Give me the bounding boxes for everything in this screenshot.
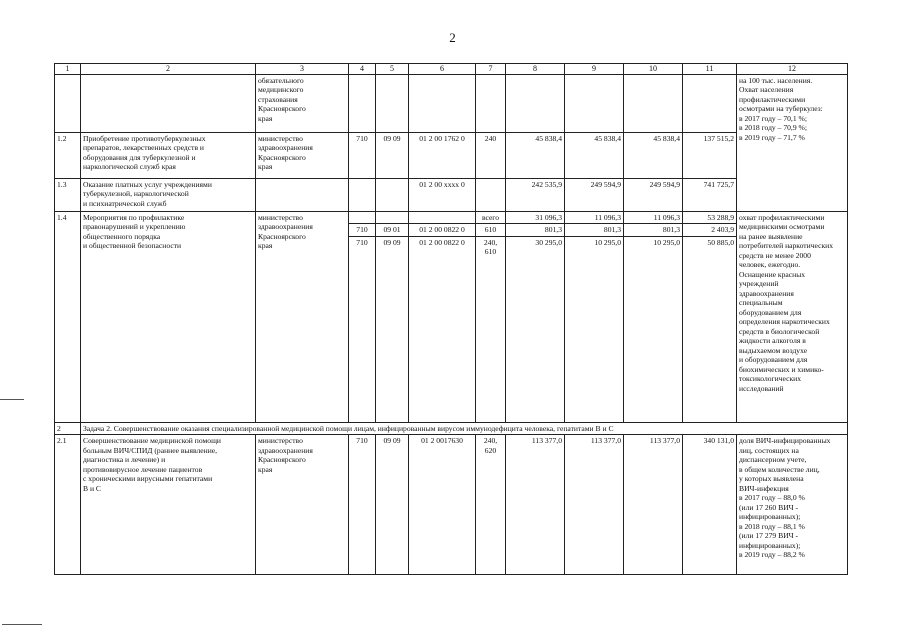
activity-cell: Мероприятия по профилактике правонарушений и укреплению общественного порядка и общественной безопасности — [81, 212, 256, 423]
target-code: 01 2 0017630 — [409, 435, 476, 575]
amount-total: 2 403,9 — [683, 224, 737, 236]
header-cell: 12 — [737, 64, 848, 75]
activity-cell: Приобретение противотуберкулезных препаратов, лекарственных средств и оборудования для туберкулезной и наркологической служб края — [81, 133, 256, 179]
responsible-cell: обязательного медицинского страхования Красноярского края — [256, 75, 349, 133]
section-code: 09 01 — [376, 224, 409, 236]
amount-2018: 45 838,4 — [565, 133, 624, 179]
grbs-code: 710 — [349, 236, 376, 422]
target-code: 01 2 00 0822 0 — [409, 236, 476, 422]
amount-2019: 10 295,0 — [624, 236, 683, 422]
table-row — [55, 212, 848, 224]
table-row — [55, 75, 848, 133]
row-number: 2.1 — [55, 435, 81, 575]
header-cell: 1 — [55, 64, 81, 75]
section-code: 09 09 — [376, 435, 409, 575]
grbs-code: 710 — [349, 133, 376, 179]
amount-2017: 113 377,0 — [506, 435, 565, 575]
result-cell: доля ВИЧ-инфицированных лиц, состоящих на диспансерном учете, в общем количестве лиц, у которых выявлена ВИЧ-инфекция в 2017 году – 88,0 % (или 17 260 ВИЧ - инфицированных); в 2018 году – 88,1 % (или 17 279 ВИЧ - инфицированных); в 2019 году – 88,2 % — [737, 435, 848, 575]
header-cell: 8 — [506, 64, 565, 75]
activity-cell: Оказание платных услуг учреждениями туберкулезной, наркологической и психиатрической служб — [81, 179, 256, 212]
amount-2018: 801,3 — [565, 224, 624, 236]
header-cell: 7 — [476, 64, 506, 75]
responsible-cell: министерство здравоохранения Красноярского края — [256, 212, 349, 423]
amount-total: 53 288,9 — [683, 212, 737, 224]
responsible-cell: министерство здравоохранения Красноярского края — [256, 435, 349, 575]
scan-margin-mark — [2, 624, 42, 625]
activity-cell: Совершенствование медицинской помощи больным ВИЧ/СПИД (раннее выявление, диагностика и лечение) и противовирусное лечение пациентов с хроническими вирусными гепатитами В и С — [81, 435, 256, 575]
amount-2017: 801,3 — [506, 224, 565, 236]
expense-code: 610 — [476, 224, 506, 236]
scan-margin-mark — [0, 399, 24, 400]
expense-code: 240, 610 — [476, 236, 506, 422]
expense-code: 240 — [476, 133, 506, 179]
header-cell: 5 — [376, 64, 409, 75]
amount-2019: 801,3 — [624, 224, 683, 236]
header-cell: 9 — [565, 64, 624, 75]
amount-2018: 113 377,0 — [565, 435, 624, 575]
amount-2019: 249 594,9 — [624, 179, 683, 212]
grbs-code: 710 — [349, 435, 376, 575]
amount-2019: 11 096,3 — [624, 212, 683, 224]
header-cell: 4 — [349, 64, 376, 75]
expense-code: 240, 620 — [476, 435, 506, 575]
task-heading: Задача 2. Совершенствование оказания специализированной медицинской помощи лицам, инфицированным вирусом иммунодефицита человека, гепатитами В и С — [81, 422, 848, 434]
header-row — [55, 64, 848, 75]
program-table — [54, 63, 848, 575]
row-number: 1.2 — [55, 133, 81, 179]
section-code: 09 09 — [376, 236, 409, 422]
row-number: 2 — [55, 422, 81, 434]
amount-2017: 30 295,0 — [506, 236, 565, 422]
result-cell: на 100 тыс. населения. Охват населения профилактическими осмотрами на туберкулез: в 2017 году – 70,1 %; в 2018 году – 70,9 %; в 2019 году – 71,7 % — [737, 75, 848, 212]
amount-total: 741 725,7 — [683, 179, 737, 212]
row-number: 1.4 — [55, 212, 81, 423]
grbs-code: 710 — [349, 224, 376, 236]
result-cell: охват профилактическими медицинскими осмотрами на ранее выявление потребителей наркотических средств не менее 2000 человек, ежегодно. Оснащение красных учреждений здравоохранения специальным оборудованием для определения наркотических средств в биологической жидкости алкоголя в выдыхаемом воздухе и оборудованием для биохимических и химико- токсикологических исследований — [737, 212, 848, 423]
expense-code: всего — [476, 212, 506, 224]
task-row — [55, 422, 848, 434]
amount-2017: 45 838,4 — [506, 133, 565, 179]
header-cell: 2 — [81, 64, 256, 75]
table-row — [55, 179, 848, 212]
amount-2019: 45 838,4 — [624, 133, 683, 179]
header-cell: 11 — [683, 64, 737, 75]
table-row — [55, 435, 848, 575]
target-code: 01 2 00 0822 0 — [409, 224, 476, 236]
amount-2017: 242 535,9 — [506, 179, 565, 212]
page-number: 2 — [449, 30, 456, 45]
header-cell: 10 — [624, 64, 683, 75]
table-row — [55, 133, 848, 179]
amount-2018: 10 295,0 — [565, 236, 624, 422]
amount-2018: 249 594,9 — [565, 179, 624, 212]
amount-total: 340 131,0 — [683, 435, 737, 575]
amount-2017: 31 096,3 — [506, 212, 565, 224]
amount-2019: 113 377,0 — [624, 435, 683, 575]
header-cell: 6 — [409, 64, 476, 75]
target-code: 01 2 00 1762 0 — [409, 133, 476, 179]
header-cell: 3 — [256, 64, 349, 75]
target-code: 01 2 00 xxxx 0 — [409, 179, 476, 212]
responsible-cell: министерство здравоохранения Красноярского края — [256, 133, 349, 179]
amount-total: 50 885,0 — [683, 236, 737, 422]
amount-total: 137 515,2 — [683, 133, 737, 179]
amount-2018: 11 096,3 — [565, 212, 624, 224]
row-number: 1.3 — [55, 179, 81, 212]
section-code: 09 09 — [376, 133, 409, 179]
